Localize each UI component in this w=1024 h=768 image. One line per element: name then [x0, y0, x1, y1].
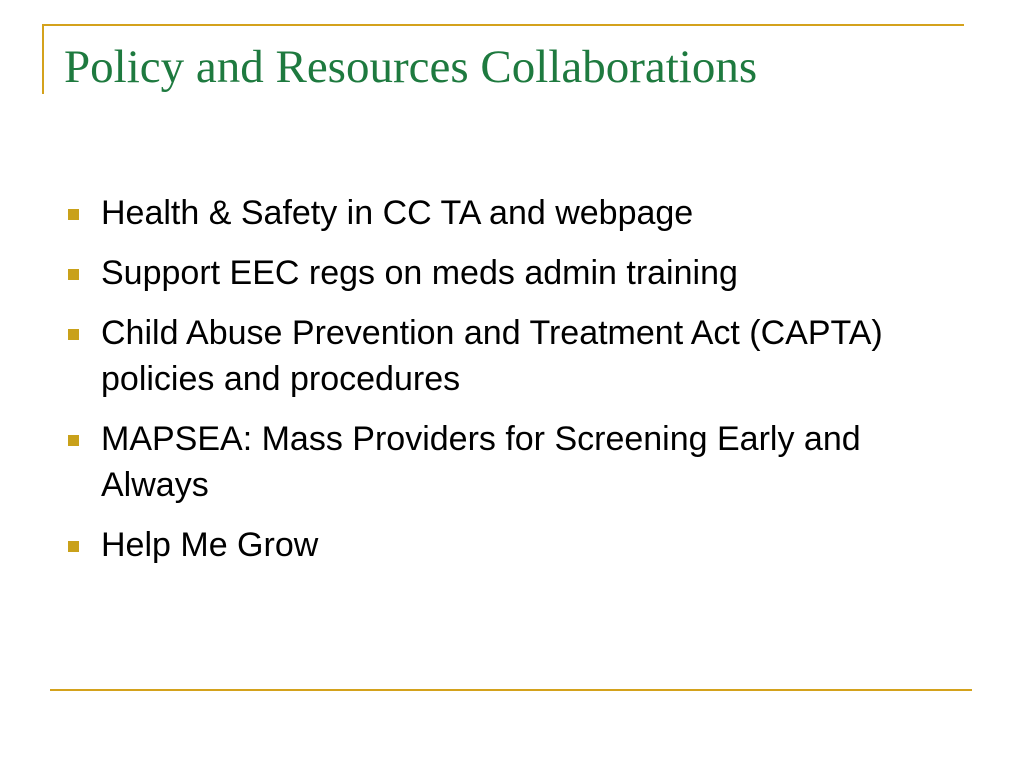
- bullet-text: Child Abuse Prevention and Treatment Act (CAPTA) policies and procedures: [101, 314, 883, 398]
- bullet-item: [64, 250, 964, 296]
- top-frame-line: [42, 24, 964, 26]
- bullet-text: MAPSEA: Mass Providers for Screening Early and Always: [101, 420, 861, 504]
- square-bullet-icon: [68, 269, 79, 280]
- slide-title: Policy and Resources Collaborations: [64, 41, 758, 93]
- bullet-item: [64, 522, 964, 568]
- square-bullet-icon: [68, 209, 79, 220]
- bullet-list: [64, 190, 964, 582]
- bottom-frame-line: [50, 689, 972, 691]
- square-bullet-icon: [68, 541, 79, 552]
- square-bullet-icon: [68, 329, 79, 340]
- bullet-item: [64, 310, 964, 402]
- bullet-text: Health & Safety in CC TA and webpage: [101, 194, 694, 232]
- bullet-text: Help Me Grow: [101, 526, 319, 564]
- left-frame-line: [42, 24, 44, 94]
- bullet-item: [64, 416, 964, 508]
- square-bullet-icon: [68, 435, 79, 446]
- bullet-item: [64, 190, 964, 236]
- bullet-text: Support EEC regs on meds admin training: [101, 254, 738, 292]
